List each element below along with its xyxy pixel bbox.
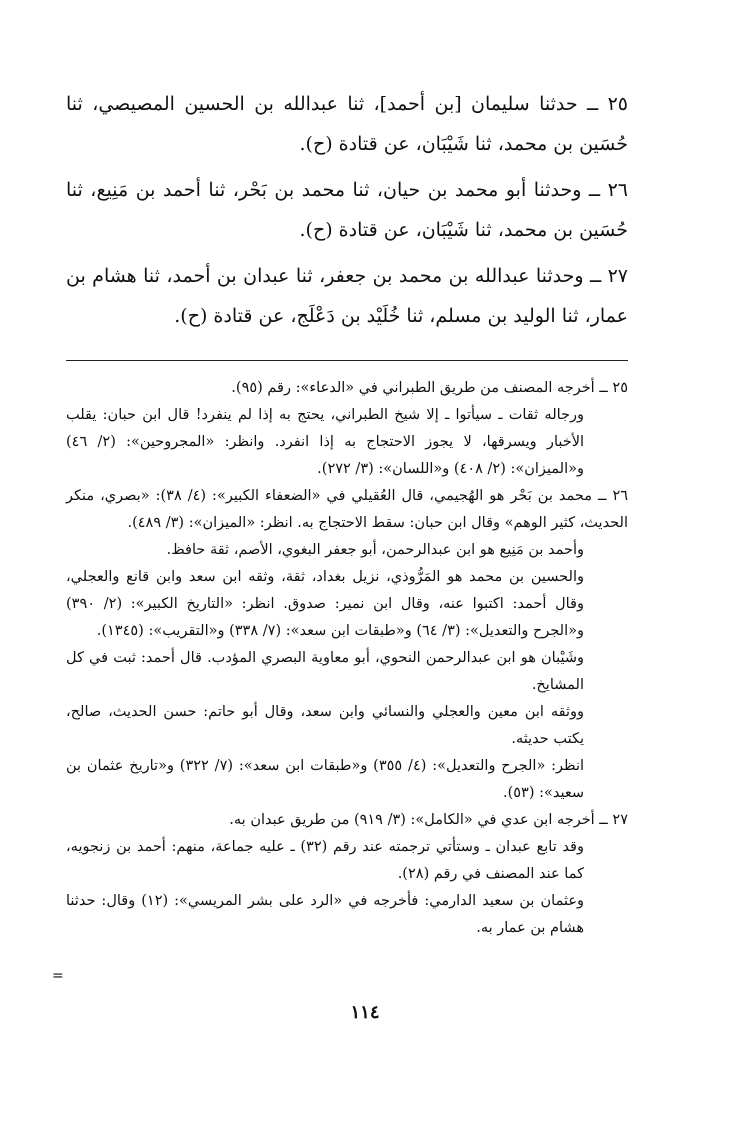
footnote-26 (66, 483, 628, 807)
footnote-head: ٢٧ ــ أخرجه ابن عدي في «الكامل»: (٣/ ٩١٩) من طريق عبدان به. (229, 812, 628, 828)
footnote-line: وقد تابع عبدان ـ وستأتي ترجمته عند رقم (٣٢) ـ عليه جماعة، منهم: أحمد بن زنجويه، كما عند المصنف في رقم (٢٨). (66, 839, 584, 882)
footnote-27 (66, 807, 628, 942)
footnote-line: وشَيْبان هو ابن عبدالرحمن النحوي، أبو معاوية البصري المؤدب. قال أحمد: ثبت في كل المشايخ. (66, 650, 584, 693)
footnote-line: انظر: «الجرح والتعديل»: (٤/ ٣٥٥) و«طبقات ابن سعد»: (٧/ ٣٢٢) و«تاريخ عثمان بن سعيد»: (٥٣). (66, 758, 585, 801)
footnotes (66, 375, 628, 942)
page-number: ١١٤ (350, 1002, 380, 1023)
footnote-line: والحسين بن محمد هو المَرُّوذي، نزيل بغداد، ثقة، وثقه ابن سعد وابن قانع والعجلي، وقال أحمد: اكتبوا عنه، وقال ابن نمير: صدوق. انظر: «التاريخ الكبير»: (٢/ ٣٩٠) و«الجرح والتعديل»: (٣/ ٦٤) و«طبقات ابن سعد»: (٧/ ٣٣٨) و«التقريب»: (١٣٤٥). (66, 569, 584, 639)
footnote-line: ورجاله ثقات ـ سيأتوا ـ إلا شيخ الطبراني، يحتج به إذا لم ينفرد! قال ابن حبان: يقلب الأخبار ويسرقها، لا يجوز الاحتجاج به إذا انفرد. وانظر: «المجروحين»: (٢/ ٤٦) و«الميزان»: (٢/ ٤٠٨) و«اللسان»: (٣/ ٢٧٢). (66, 407, 584, 477)
continuation-mark: = (52, 968, 64, 984)
main-paragraph-25: ٢٥ ــ حدثنا سليمان [بن أحمد]، ثنا عبدالله بن الحسين المصيصي، ثنا حُسَين بن محمد، ثنا شَيْبَان، عن قتادة (ح). (66, 93, 628, 155)
footnote-head: ٢٦ ــ محمد بن بَحْر هو الهُجيمي، قال العُقيلي في «الضعفاء الكبير»: (٤/ ٣٨): «بصري، منكر الحديث، كثير الوهم» وقال ابن حبان: سقط الاحتجاج به. انظر: «الميزان»: (٣/ ٤٨٩). (66, 488, 629, 531)
footnote-25 (66, 375, 628, 483)
footnote-head: ٢٥ ــ أخرجه المصنف من طريق الطبراني في «الدعاء»: رقم (٩٥). (231, 380, 628, 396)
page-body (66, 84, 628, 942)
main-paragraph-27: ٢٧ ــ وحدثنا عبدالله بن محمد بن جعفر، ثنا عبدان بن أحمد، ثنا هشام بن عمار، ثنا الوليد بن مسلم، ثنا خُلَيْد بن دَعْلَج، عن قتادة (ح). (66, 265, 628, 327)
footnote-separator (66, 360, 628, 361)
footnote-line: ووثقه ابن معين والعجلي والنسائي وابن سعد، وقال أبو حاتم: حسن الحديث، صالح، يكتب حديثه. (66, 704, 584, 747)
footnote-line: وأحمد بن مَنِيع هو ابن عبدالرحمن، أبو جعفر البغوي، الأصم، ثقة حافظ. (166, 542, 584, 558)
main-paragraph-26: ٢٦ ــ وحدثنا أبو محمد بن حيان، ثنا محمد بن بَحْر، ثنا أحمد بن مَنِيع، ثنا حُسَين بن محمد، ثنا شَيْبَان، عن قتادة (ح). (66, 179, 628, 241)
footnote-line: وعثمان بن سعيد الدارمي: فأخرجه في «الرد على بشر المريسي»: (١٢) وقال: حدثنا هشام بن عمار به. (66, 893, 584, 936)
